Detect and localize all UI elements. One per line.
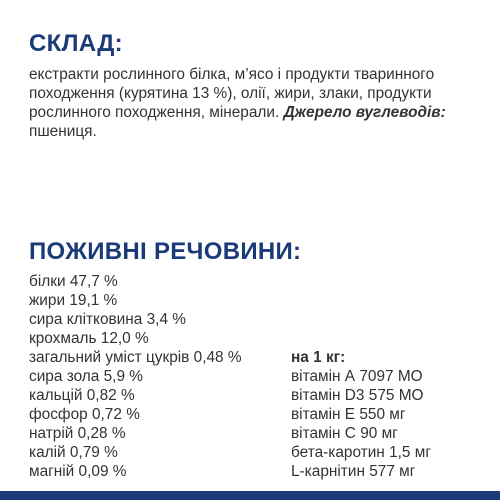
nutrient-item: крохмаль 12,0 % [29,330,149,347]
nutrient-item: загальний уміст цукрів 0,48 % [29,349,242,366]
nutrients-heading: ПОЖИВНІ РЕЧОВИНИ: [29,238,302,265]
composition-text [29,65,479,141]
nutrient-item: жири 19,1 % [29,292,118,309]
composition-body: екстракти рослинного білка, м’ясо і продукти тваринного походження (курятина 13 %), олії, жири, злаки, продукти рослинного походження, мінерали. [29,66,435,121]
vitamins-heading: на 1 кг: [291,349,346,366]
bottom-stripe [0,491,500,500]
nutrient-item: фосфор 0,72 % [29,406,140,423]
nutrient-item: білки 47,7 % [29,273,118,290]
composition-heading: СКЛАД: [29,30,123,57]
nutrient-item: натрій 0,28 % [29,425,126,442]
carb-source-label: Джерело вуглеводів: [283,104,446,121]
nutrient-item: калій 0,79 % [29,444,118,461]
vitamin-item: вітамін D3 575 МО [291,387,424,404]
vitamin-item: L-карнітин 577 мг [291,463,416,480]
carb-source-value: пшениця. [29,123,97,140]
vitamin-item: бета-каротин 1,5 мг [291,444,431,461]
vitamin-item: вітамін А 7097 МО [291,368,423,385]
nutrient-item: сира клітковина 3,4 % [29,311,186,328]
nutrient-item: магній 0,09 % [29,463,127,480]
nutrient-item: сира зола 5,9 % [29,368,143,385]
vitamin-item: вітамін Е 550 мг [291,406,406,423]
vitamin-item: вітамін С 90 мг [291,425,398,442]
vitamins-list [291,348,431,481]
nutrient-item: кальцій 0,82 % [29,387,135,404]
nutrients-list [29,272,242,481]
